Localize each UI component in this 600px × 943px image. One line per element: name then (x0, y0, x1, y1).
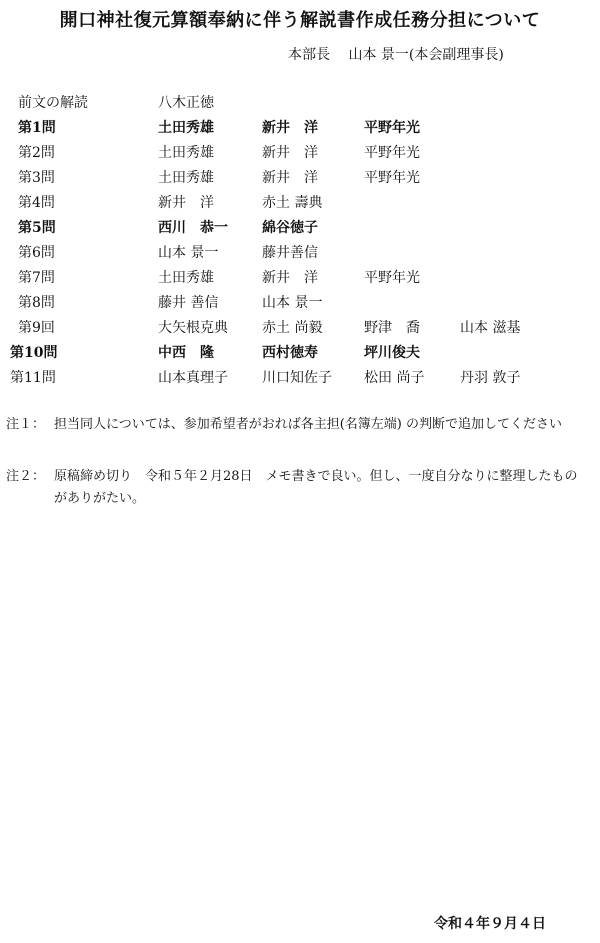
assignee-name: 山本 景一 (158, 245, 219, 261)
assignee-name: 赤土 壽典 (262, 195, 323, 211)
assignment-row (0, 317, 600, 339)
assignment-row (0, 367, 600, 389)
assignee-name: 新井 洋 (262, 270, 318, 286)
assignee-name: 平野年光 (364, 270, 420, 286)
assignee-name: 野津 喬 (364, 320, 420, 336)
assignee-name: 土田秀雄 (158, 270, 214, 286)
assignee-name: 綿谷徳子 (262, 220, 318, 236)
assignee-name: 八木正徳 (158, 95, 214, 111)
note-text: 担当同人については、参加希望者がおれば各主担(名簿左端) の判断で追加してください (54, 417, 563, 432)
author-line (288, 44, 504, 64)
question-label: 第7問 (18, 270, 55, 286)
note-1 (6, 414, 590, 436)
assignee-name: 平野年光 (364, 145, 420, 161)
assignee-name: 赤土 尚毅 (262, 320, 323, 336)
assignment-row (0, 167, 600, 189)
author-name: 山本 景一(本会副理事長) (348, 47, 504, 63)
assignee-name: 山本 滋基 (460, 320, 521, 336)
assignment-row (0, 217, 600, 239)
assignee-name: 新井 洋 (262, 120, 318, 136)
question-label: 前文の解読 (18, 95, 88, 111)
question-label: 第4問 (18, 195, 55, 211)
assignee-name: 西川 恭一 (158, 220, 228, 236)
assignee-name: 西村徳寿 (262, 345, 318, 361)
assignment-row (0, 292, 600, 314)
assignee-name: 新井 洋 (262, 170, 318, 186)
assignee-name: 坪川俊夫 (364, 345, 420, 361)
question-label: 第11問 (10, 370, 56, 386)
question-label: 第6問 (18, 245, 55, 261)
assignee-name: 新井 洋 (262, 145, 318, 161)
question-label: 第10問 (10, 345, 58, 361)
assignee-name: 藤井善信 (262, 245, 318, 261)
note-text: 原稿締め切り 令和５年２月28日 メモ書きで良い。但し、一度自分なりに整理したものがありがたい。 (54, 469, 578, 506)
question-label: 第2問 (18, 145, 55, 161)
question-label: 第1問 (18, 120, 56, 136)
assignment-row (0, 342, 600, 364)
assignee-name: 新井 洋 (158, 195, 214, 211)
assignment-row (0, 192, 600, 214)
assignee-name: 中西 隆 (158, 345, 214, 361)
assignee-name: 大矢根克典 (158, 320, 228, 336)
note-tag: 注１： (6, 417, 46, 432)
note-tag: 注２： (6, 469, 46, 484)
note-2 (6, 466, 590, 510)
question-label: 第3問 (18, 170, 55, 186)
assignee-name: 丹羽 敦子 (460, 370, 521, 386)
assignee-name: 土田秀雄 (158, 145, 214, 161)
question-label: 第9回 (18, 320, 55, 336)
assignment-row (0, 267, 600, 289)
question-label: 第5問 (18, 220, 56, 236)
assignee-name: 山本真理子 (158, 370, 228, 386)
assignment-row (0, 92, 600, 114)
assignee-name: 平野年光 (364, 120, 420, 136)
assignee-name: 平野年光 (364, 170, 420, 186)
question-label: 第8問 (18, 295, 55, 311)
assignment-row (0, 142, 600, 164)
assignee-name: 土田秀雄 (158, 120, 214, 136)
author-role: 本部長 (288, 47, 330, 63)
assignee-name: 山本 景一 (262, 295, 323, 311)
document-date: 令和４年９月４日 (434, 916, 546, 932)
assignee-name: 土田秀雄 (158, 170, 214, 186)
assignee-name: 藤井 善信 (158, 295, 219, 311)
assignment-row (0, 117, 600, 139)
document-title: 開口神社復元算額奉納に伴う解説書作成任務分担について (59, 10, 541, 31)
assignee-name: 川口知佐子 (262, 370, 332, 386)
assignment-row (0, 242, 600, 264)
assignee-name: 松田 尚子 (364, 370, 425, 386)
